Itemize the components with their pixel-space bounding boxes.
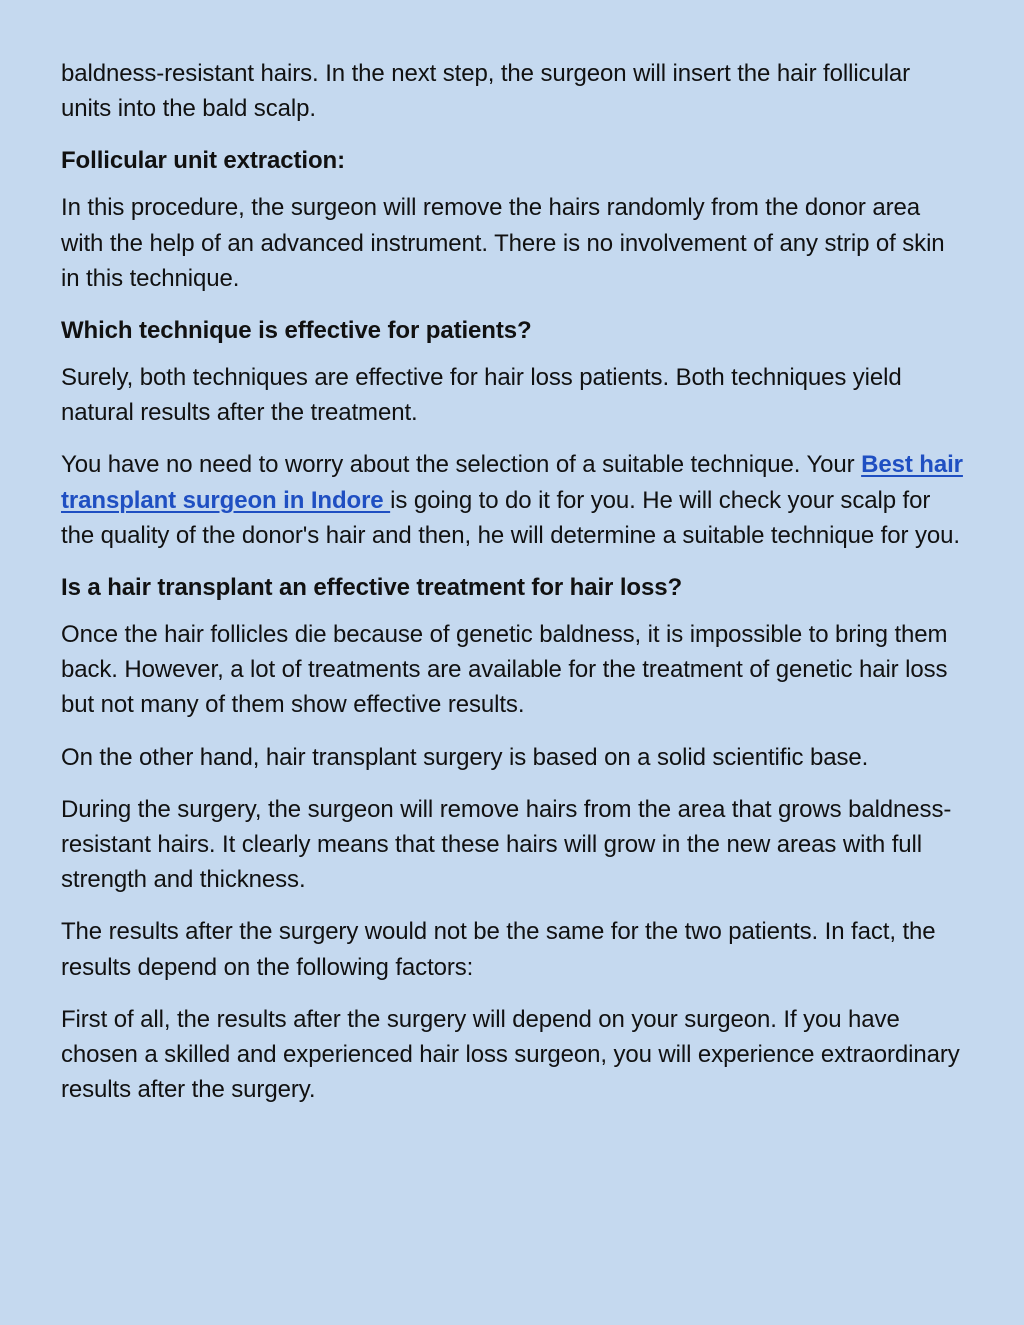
fue-paragraph: In this procedure, the surgeon will remove the hairs randomly from the donor area with the help of an advanced instrument. There is no involvement of any strip of skin in this technique. [61,194,945,292]
surgeon-choice-text-start: You have no need to worry about the selection of a suitable technique. Your [61,451,862,479]
hair-follicles-paragraph: Once the hair follicles die because of genetic baldness, it is impossible to bring them back. However, a lot of treatments are available for the treatment of genetic hair loss but not many of them show effective results. [61,621,948,719]
heading-effective-treatment: Is a hair transplant an effective treatment for hair loss? [61,574,683,602]
first-factor-paragraph: First of all, the results after the surgery will depend on your surgeon. If you have chosen a skilled and experienced hair loss surgeon, you will experience extraordinary results after the surgery. [61,1005,960,1104]
results-factors-paragraph: The results after the surgery would not be the same for the two patients. In fact, the results depend on the following factors: [61,918,936,981]
scientific-base-paragraph: On the other hand, hair transplant surgery is based on a solid scientific base. [61,743,869,771]
intro-continuation-paragraph: baldness-resistant hairs. In the next step, the surgeon will insert the hair follicular units into the bald scalp. [61,60,911,123]
heading-follicular-unit-extraction: Follicular unit extraction: [61,147,345,175]
surgeon-choice-paragraph [61,447,964,553]
heading-which-technique: Which technique is effective for patients? [61,317,532,345]
surgeon-choice-text-end: is going to do it for you. He will check your scalp for the quality of the donor's hair and then, he will determine a suitable technique for you. [61,486,960,549]
during-surgery-paragraph: During the surgery, the surgeon will remove hairs from the area that grows baldness-resistant hairs. It clearly means that these hairs will grow in the new areas with full strength and thickness. [61,795,952,894]
best-hair-transplant-surgeon-link[interactable]: Best hair transplant surgeon in Indore [61,451,963,514]
both-techniques-paragraph: Surely, both techniques are effective for hair loss patients. Both techniques yield natural results after the treatment. [61,364,902,427]
